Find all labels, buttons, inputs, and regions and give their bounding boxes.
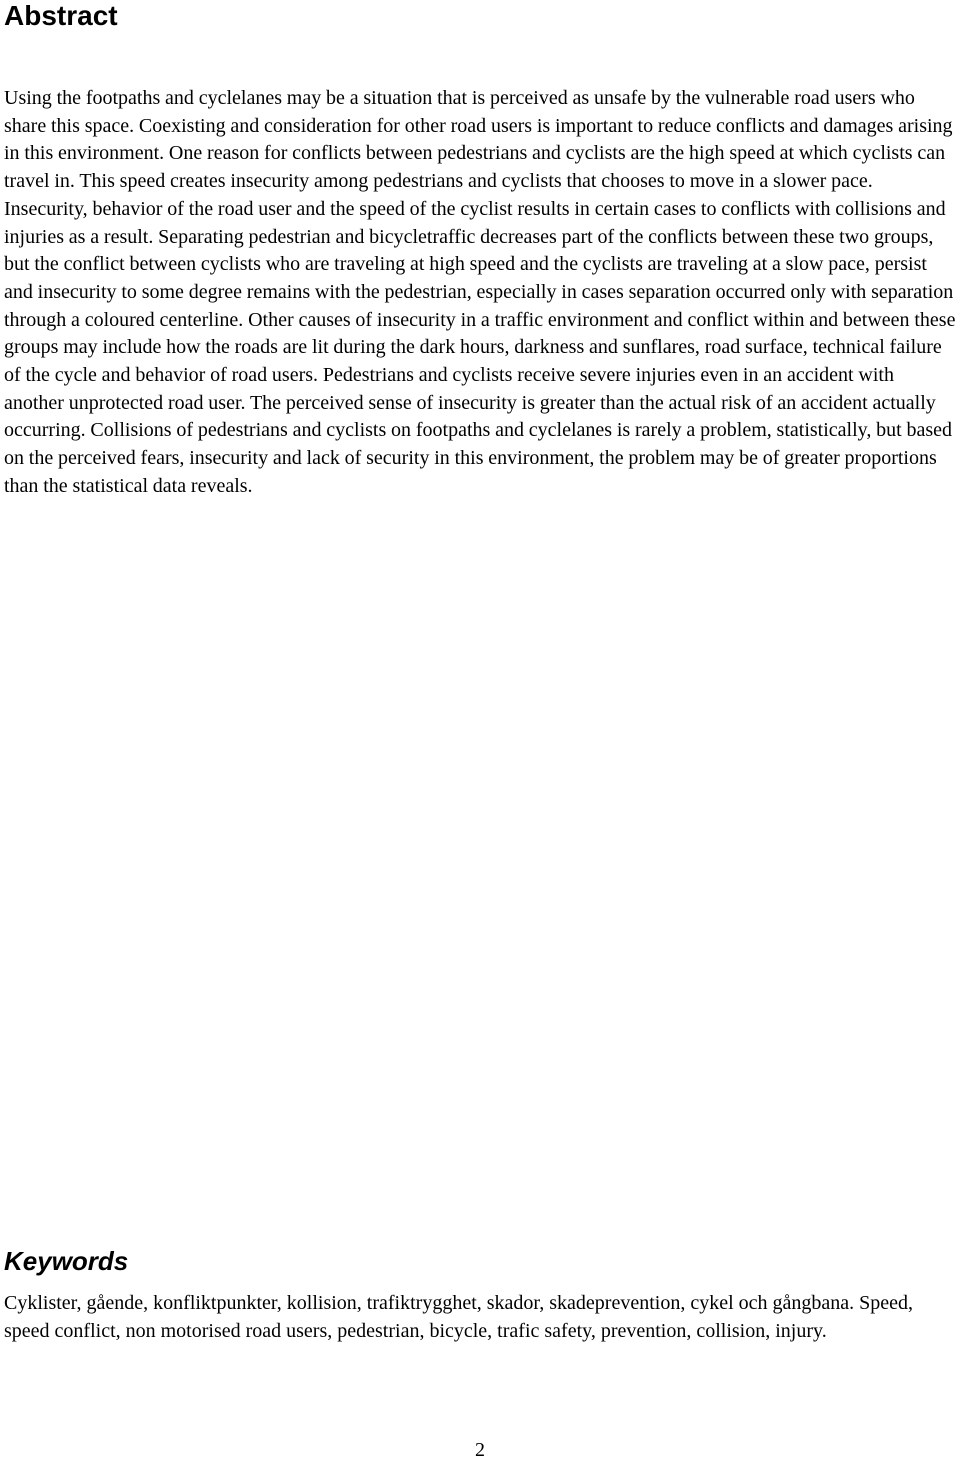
abstract-heading: Abstract <box>4 0 118 31</box>
keywords-heading: Keywords <box>4 1246 129 1276</box>
keywords-paragraph: Cyklister, gående, konfliktpunkter, kollision, trafiktrygghet, skador, skadeprevention, cykel och gångbana. Speed, speed conflict, non motorised road users, pedestrian, bicycle, trafic safety, prevention, collision, injury. <box>4 1292 914 1342</box>
page-number: 2 <box>475 1439 485 1461</box>
abstract-paragraph: Using the footpaths and cyclelanes may be a situation that is perceived as unsafe by the vulnerable road users who share this space. Coexisting and consideration for other road users is important to reduce conflicts and damages arising in this environment. One reason for conflicts between pedestrians and cyclists are the high speed at which cyclists can travel in. This speed creates insecurity among pedestrians and cyclists that chooses to move in a slower pace. Insecurity, behavior of the road user and the speed of the cyclist results in certain cases to conflicts with collisions and injuries as a result. Separating pedestrian and bicycletraffic decreases part of the conflicts between these two groups, but the conflict between cyclists who are traveling at high speed and the cyclists are traveling at a slow pace, persist and insecurity to some degree remains with the pedestrian, especially in cases separation occurred only with separation through a coloured centerline. Other causes of insecurity in a traffic environment and conflict within and between these groups may include how the roads are lit during the dark hours, darkness and sunflares, road surface, technical failure of the cycle and behavior of road users. Pedestrians and cyclists receive severe injuries even in an accident with another unprotected road user. The perceived sense of insecurity is greater than the actual risk of an accident actually occurring. Collisions of pedestrians and cyclists on footpaths and cyclelanes is rarely a problem, statistically, but based on the perceived fears, insecurity and lack of security in this environment, the problem may be of greater proportions than the statistical data reveals. <box>4 87 956 497</box>
